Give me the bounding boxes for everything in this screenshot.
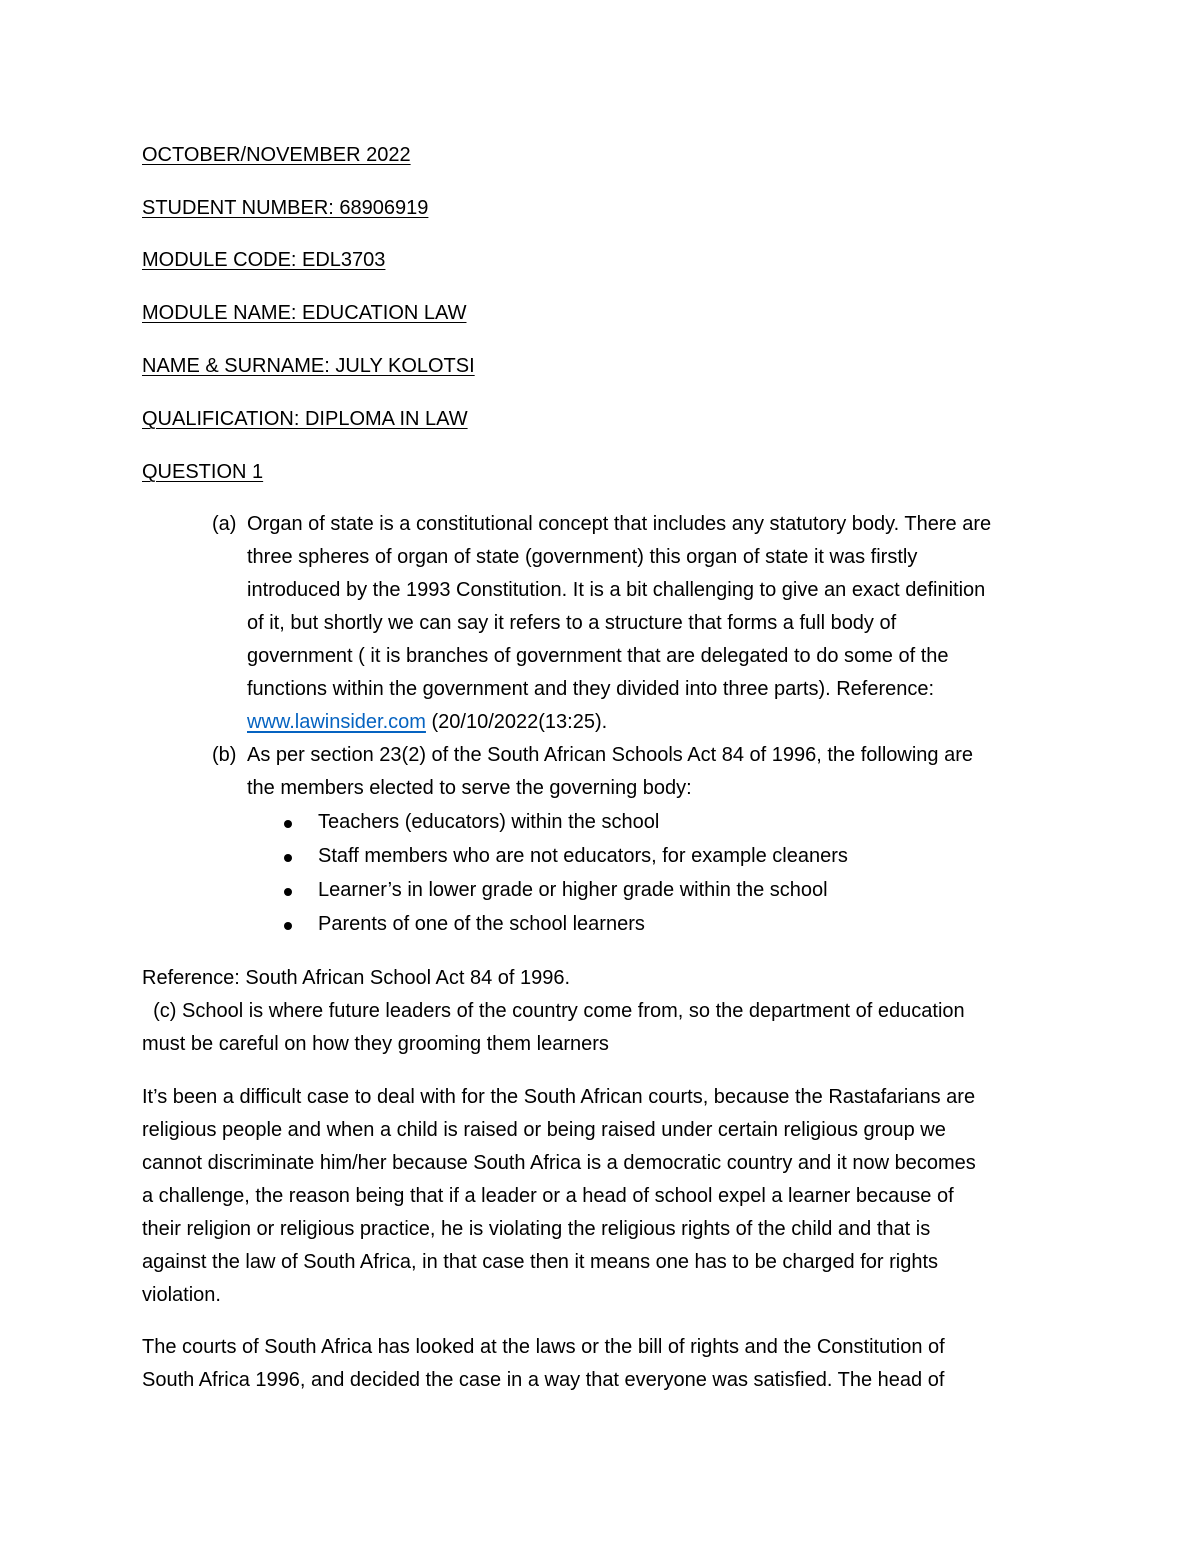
part-b-label: (b) bbox=[212, 744, 237, 766]
part-a-line: three spheres of organ of state (government) this organ of state it was firstly bbox=[247, 546, 918, 568]
question-title: QUESTION 1 bbox=[142, 461, 264, 483]
paragraph-1-line: religious people and when a child is raised or being raised under certain religious group we bbox=[142, 1119, 946, 1141]
part-b-line: the members elected to serve the governing body: bbox=[247, 777, 692, 799]
paragraph-1-line: a challenge, the reason being that if a leader or a head of school expel a learner because of bbox=[142, 1185, 954, 1207]
part-a-line: government ( it is branches of government that are delegated to do some of the bbox=[247, 645, 949, 667]
part-a-reference-line bbox=[247, 706, 607, 739]
name-surname-heading: NAME & SURNAME: JULY KOLOTSI bbox=[142, 355, 475, 377]
student-number-heading: STUDENT NUMBER: 68906919 bbox=[142, 197, 429, 219]
part-a-line: of it, but shortly we can say it refers to a structure that forms a full body of bbox=[247, 612, 897, 634]
paragraph-1-line: their religion or religious practice, he is violating the religious rights of the child and that is bbox=[142, 1218, 931, 1240]
part-c-line: (c) School is where future leaders of the country come from, so the department of education bbox=[142, 1000, 965, 1022]
bullet-icon bbox=[284, 888, 292, 896]
list-item: Teachers (educators) within the school bbox=[318, 811, 660, 833]
list-item: Learner’s in lower grade or higher grade within the school bbox=[318, 879, 828, 901]
session-heading: OCTOBER/NOVEMBER 2022 bbox=[142, 144, 411, 166]
list-item: Parents of one of the school learners bbox=[318, 913, 645, 935]
bullet-icon bbox=[284, 922, 292, 930]
part-a-line: functions within the government and they divided into three parts). Reference: bbox=[247, 678, 935, 700]
paragraph-1-line: violation. bbox=[142, 1284, 221, 1306]
bullet-icon bbox=[284, 854, 292, 862]
part-a-label: (a) bbox=[212, 513, 237, 535]
part-b-line: As per section 23(2) of the South African Schools Act 84 of 1996, the following are bbox=[247, 744, 973, 766]
paragraph-1-line: against the law of South Africa, in that case then it means one has to be charged for rights bbox=[142, 1251, 939, 1273]
bullet-icon bbox=[284, 820, 292, 828]
paragraph-1-line: It’s been a difficult case to deal with for the South African courts, because the Rastafarians are bbox=[142, 1086, 976, 1108]
reference-date: (20/10/2022(13:25). bbox=[425, 711, 608, 733]
list-item: Staff members who are not educators, for example cleaners bbox=[318, 845, 848, 867]
part-a-line: Organ of state is a constitutional concept that includes any statutory body. There are bbox=[247, 513, 992, 535]
part-a-line: introduced by the 1993 Constitution. It is a bit challenging to give an exact definition bbox=[247, 579, 986, 601]
lawinsider-link[interactable]: www.lawinsider.com bbox=[247, 711, 426, 733]
part-c-line: must be careful on how they grooming them learners bbox=[142, 1033, 609, 1055]
paragraph-1-line: cannot discriminate him/her because South Africa is a democratic country and it now becomes bbox=[142, 1152, 976, 1174]
paragraph-2-line: South Africa 1996, and decided the case in a way that everyone was satisfied. The head of bbox=[142, 1369, 945, 1391]
module-name-heading: MODULE NAME: EDUCATION LAW bbox=[142, 302, 467, 324]
module-code-heading: MODULE CODE: EDL3703 bbox=[142, 249, 386, 271]
qualification-heading: QUALIFICATION: DIPLOMA IN LAW bbox=[142, 408, 468, 430]
paragraph-2-line: The courts of South Africa has looked at the laws or the bill of rights and the Constitution of bbox=[142, 1336, 945, 1358]
reference-b: Reference: South African School Act 84 of 1996. bbox=[142, 967, 571, 989]
